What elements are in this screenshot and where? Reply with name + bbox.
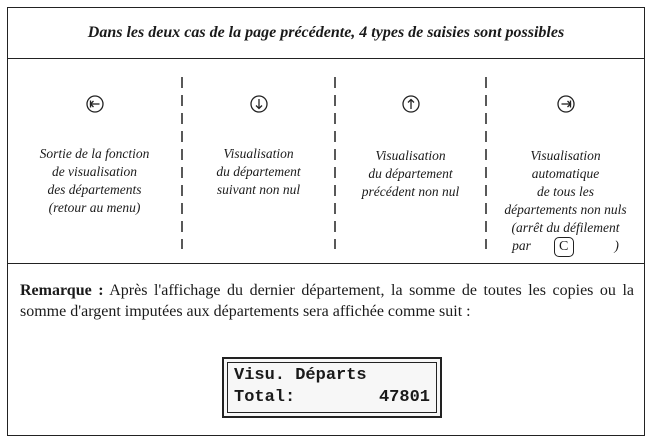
- lcd-screen: [227, 362, 437, 413]
- lcd-line-1: [234, 365, 430, 387]
- option-previous-label: Visualisation du département précédent non nul: [361, 148, 460, 199]
- exit-key-icon: [86, 95, 104, 118]
- option-auto-scroll-stop: [487, 237, 644, 257]
- stop-prefix: par: [512, 238, 531, 254]
- option-exit: [8, 59, 181, 263]
- lcd-line-2: [234, 387, 430, 409]
- c-key-icon: C: [554, 237, 574, 257]
- remark-paragraph: [20, 280, 634, 322]
- lcd-total-value: 47801: [378, 388, 430, 407]
- arrow-right-key-icon: [557, 95, 575, 118]
- key-options-table: [8, 59, 644, 264]
- page-frame: [7, 7, 645, 436]
- lcd-total-label: Total:: [234, 388, 296, 407]
- arrow-up-key-icon: [402, 95, 420, 118]
- stop-suffix: ): [614, 238, 619, 254]
- lcd-display: [222, 357, 442, 418]
- remark-label: Remarque :: [20, 282, 104, 299]
- arrow-down-key-icon: [250, 95, 268, 118]
- option-next-label: Visualisation du département suivant non nul: [216, 146, 301, 197]
- option-previous: [336, 59, 485, 263]
- option-auto-scroll-label: Visualisation automatique de tous les départements non nuls (arrêt du défilement: [504, 148, 627, 235]
- option-auto-scroll: [487, 59, 644, 263]
- page-title: Dans les deux cas de la page précédente, 4 types de saisies sont possibles: [8, 8, 644, 59]
- option-next: [183, 59, 334, 263]
- option-exit-label: Sortie de la fonction de visualisation des départements (retour au menu): [39, 146, 150, 215]
- lcd-line-1-text: Visu. Départs: [234, 366, 367, 385]
- remark-text: Après l'affichage du dernier département, la somme de toutes les copies ou la somme d'argent imputées aux départements sera affichée comme suit :: [20, 282, 634, 320]
